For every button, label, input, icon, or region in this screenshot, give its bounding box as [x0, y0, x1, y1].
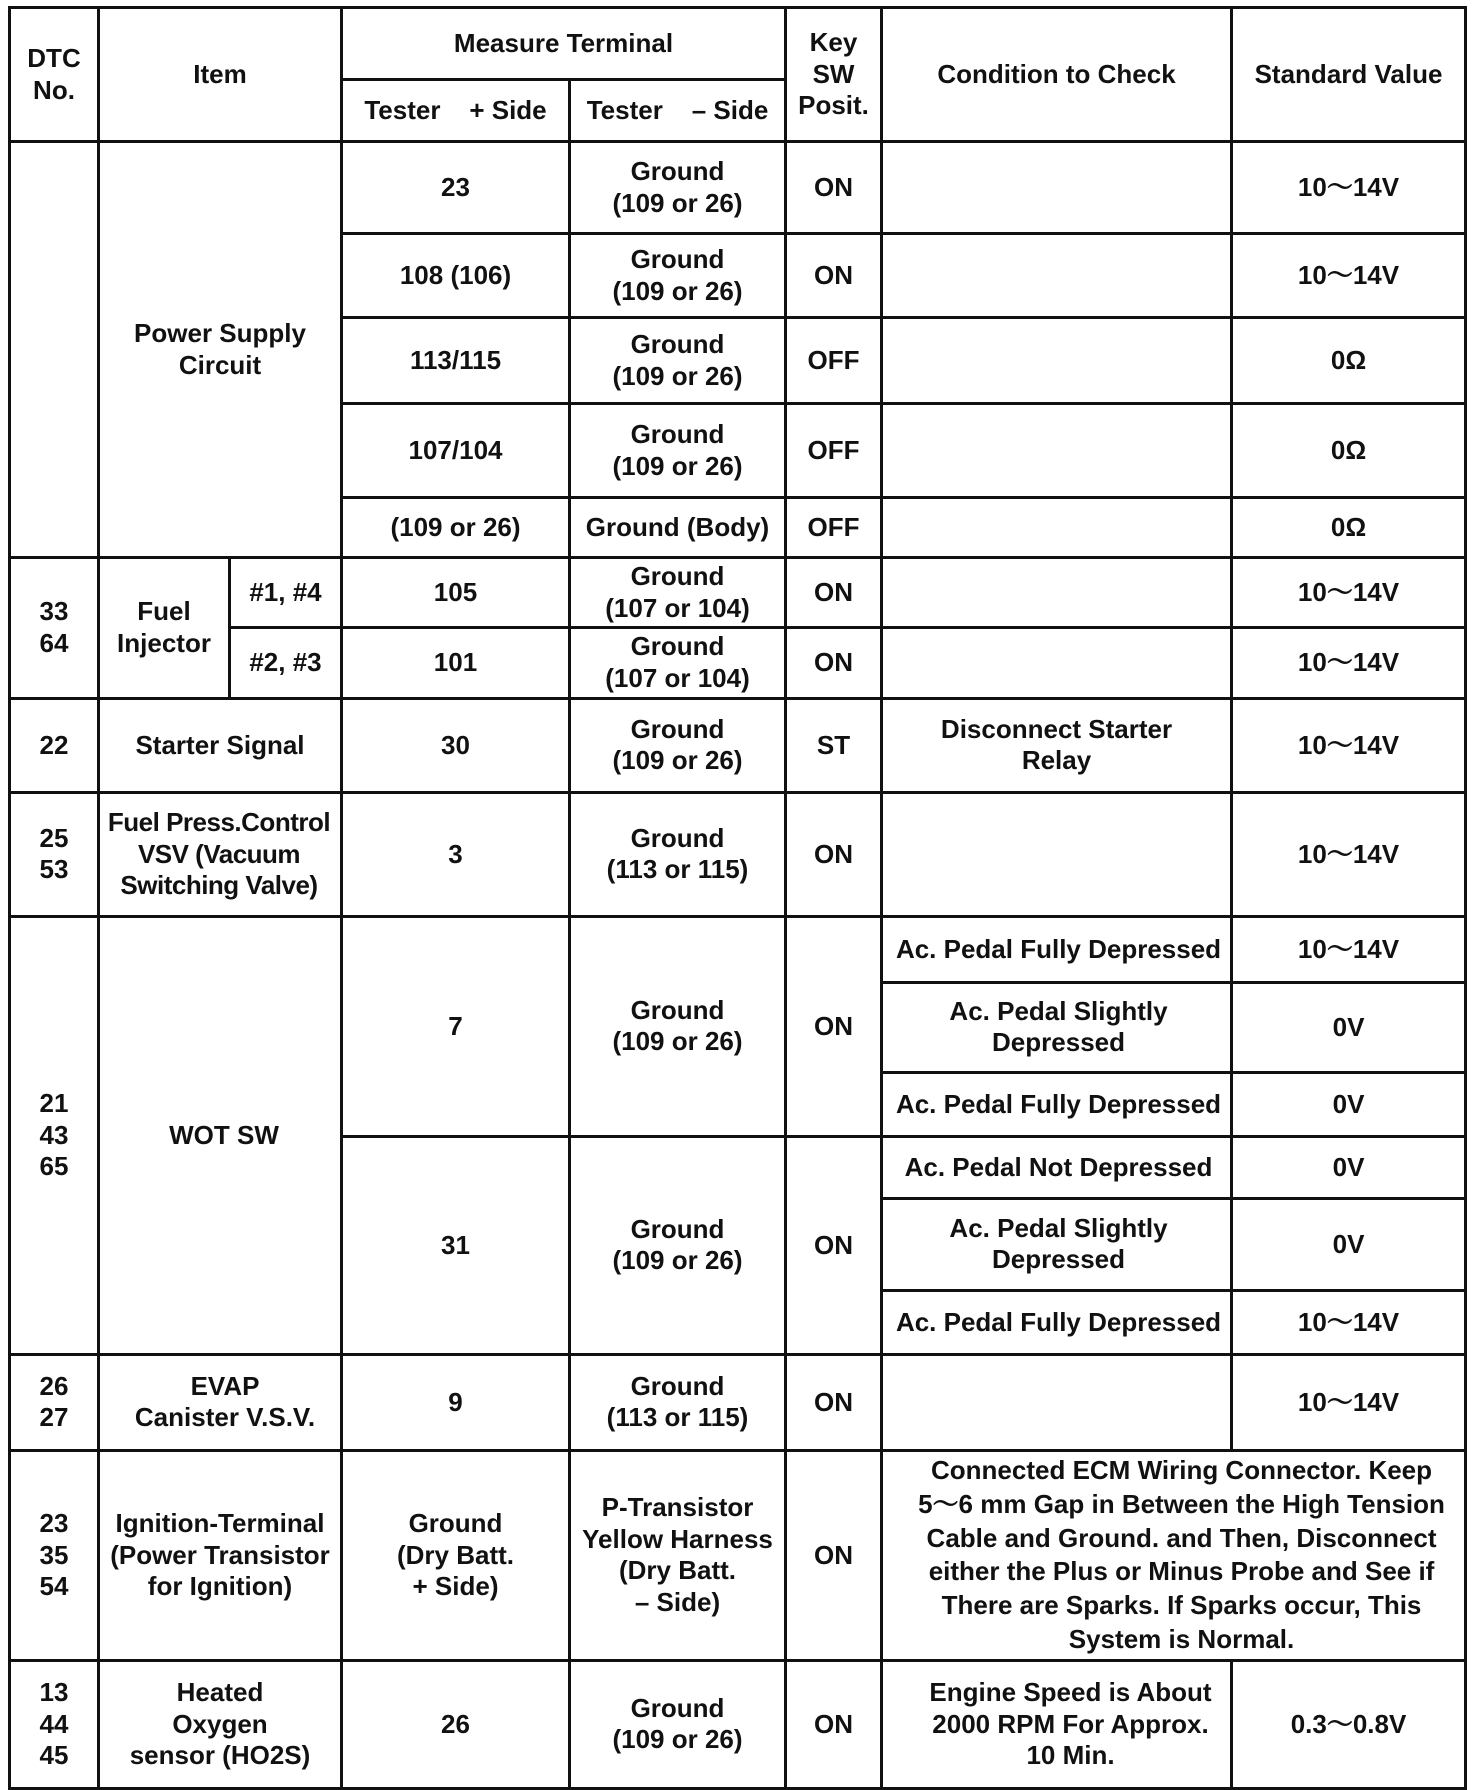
standard-value-cell: 10～14V	[1232, 1354, 1466, 1450]
tester-minus-cell: Ground (109 or 26)	[570, 234, 786, 318]
standard-value-cell: 0V	[1232, 1198, 1466, 1290]
key-position-cell: ON	[786, 916, 882, 1136]
header-standard-value: Standard Value	[1232, 8, 1466, 142]
tester-plus-cell: 108 (106)	[342, 234, 570, 318]
standard-value-cell: 0V	[1232, 982, 1466, 1072]
dtc-cell: 13 44 45	[10, 1660, 99, 1788]
tester-minus-cell: Ground (109 or 26)	[570, 1660, 786, 1788]
condition-cell	[882, 1354, 1232, 1450]
tester-plus-cell: 7	[342, 916, 570, 1136]
tester-minus-cell: Ground (109 or 26)	[570, 698, 786, 792]
tester-plus-cell: (109 or 26)	[342, 498, 570, 558]
standard-value-cell: 10～14V	[1232, 558, 1466, 628]
condition-cell: Ac. Pedal Fully Depressed	[882, 1290, 1232, 1354]
tester-plus-cell: 31	[342, 1136, 570, 1354]
condition-cell: Ac. Pedal Fully Depressed	[882, 916, 1232, 982]
standard-value-cell: 0V	[1232, 1072, 1466, 1136]
tester-minus-cell: Ground (109 or 26)	[570, 318, 786, 404]
condition-cell: Engine Speed is About 2000 RPM For Approx. 10 Min.	[882, 1660, 1232, 1788]
key-position-cell: OFF	[786, 404, 882, 498]
ecm-terminal-inspection-table	[8, 6, 1467, 1790]
condition-cell	[882, 792, 1232, 916]
table-row	[10, 916, 1466, 982]
header-row-1	[10, 8, 1466, 80]
item-starter-signal: Starter Signal	[99, 698, 342, 792]
standard-value-cell: 0.3～0.8V	[1232, 1660, 1466, 1788]
condition-cell: Disconnect Starter Relay	[882, 698, 1232, 792]
standard-value-cell: 0Ω	[1232, 318, 1466, 404]
dtc-cell: 25 53	[10, 792, 99, 916]
tester-minus-cell: Ground (113 or 115)	[570, 792, 786, 916]
tester-minus-cell: Ground (109 or 26)	[570, 404, 786, 498]
tester-minus-cell: Ground (Body)	[570, 498, 786, 558]
dtc-cell: 23 35 54	[10, 1450, 99, 1660]
standard-value-cell: 10～14V	[1232, 1290, 1466, 1354]
dtc-cell: 26 27	[10, 1354, 99, 1450]
key-position-cell: ON	[786, 558, 882, 628]
tester-plus-cell: Ground (Dry Batt. + Side)	[342, 1450, 570, 1660]
item-ignition-terminal: Ignition-Terminal (Power Transistor for Ignition)	[99, 1450, 342, 1660]
condition-cell	[882, 498, 1232, 558]
table-row	[10, 558, 1466, 628]
standard-value-cell: 10～14V	[1232, 234, 1466, 318]
standard-value-cell: 10～14V	[1232, 916, 1466, 982]
condition-cell	[882, 404, 1232, 498]
key-position-cell: ST	[786, 698, 882, 792]
tester-minus-cell: Ground (113 or 115)	[570, 1354, 786, 1450]
table-row	[10, 698, 1466, 792]
standard-value-cell: 0Ω	[1232, 404, 1466, 498]
dtc-cell: 22	[10, 698, 99, 792]
tester-plus-cell: 101	[342, 628, 570, 698]
tester-minus-cell: Ground (107 or 104)	[570, 558, 786, 628]
item-fuel-injector: Fuel Injector	[99, 558, 230, 699]
key-position-cell: ON	[786, 234, 882, 318]
header-tester-plus-side: Tester + Side	[342, 80, 570, 142]
standard-value-cell: 10～14V	[1232, 698, 1466, 792]
condition-cell	[882, 558, 1232, 628]
tester-plus-cell: 107/104	[342, 404, 570, 498]
header-key-sw-position: Key SW Posit.	[786, 8, 882, 142]
item-fuel-press-control-vsv: Fuel Press.Control VSV (Vacuum Switching Valve)	[99, 792, 342, 916]
tester-minus-cell: Ground (107 or 104)	[570, 628, 786, 698]
header-tester-minus-side: Tester – Side	[570, 80, 786, 142]
key-position-cell: ON	[786, 628, 882, 698]
condition-cell	[882, 234, 1232, 318]
tester-minus-cell: P-Transistor Yellow Harness (Dry Batt. – Side)	[570, 1450, 786, 1660]
standard-value-cell: 10～14V	[1232, 628, 1466, 698]
key-position-cell: ON	[786, 1450, 882, 1660]
item-wot-sw: WOT SW	[99, 916, 342, 1354]
condition-cell: Connected ECM Wiring Connector. Keep 5～6 mm Gap in Between the High Tension Cable and Ground. and Then, Disconnect either the Plus or Minus Probe and See if There are Sparks. If Sparks occur, This System is Normal.	[882, 1450, 1466, 1660]
dtc-cell: 33 64	[10, 558, 99, 699]
condition-cell	[882, 628, 1232, 698]
key-position-cell: ON	[786, 792, 882, 916]
header-condition-to-check: Condition to Check	[882, 8, 1232, 142]
item-power-supply-circuit: Power Supply Circuit	[99, 142, 342, 558]
tester-plus-cell: 3	[342, 792, 570, 916]
injector-cylinder-cell: #2, #3	[230, 628, 342, 698]
standard-value-cell: 10～14V	[1232, 792, 1466, 916]
key-position-cell: OFF	[786, 318, 882, 404]
table-row	[10, 792, 1466, 916]
tester-minus-cell: Ground (109 or 26)	[570, 916, 786, 1136]
tester-plus-cell: 30	[342, 698, 570, 792]
standard-value-cell: 10～14V	[1232, 142, 1466, 234]
header-measure-terminal: Measure Terminal	[342, 8, 786, 80]
table-row	[10, 1660, 1466, 1788]
condition-cell	[882, 318, 1232, 404]
inspection-table-sheet	[8, 6, 1464, 1770]
tester-plus-cell: 105	[342, 558, 570, 628]
condition-cell	[882, 142, 1232, 234]
key-position-cell: ON	[786, 1354, 882, 1450]
tester-plus-cell: 26	[342, 1660, 570, 1788]
standard-value-cell: 0V	[1232, 1136, 1466, 1198]
tester-plus-cell: 23	[342, 142, 570, 234]
item-evap-canister-vsv: EVAP Canister V.S.V.	[99, 1354, 342, 1450]
key-position-cell: ON	[786, 1136, 882, 1354]
key-position-cell: ON	[786, 142, 882, 234]
table-row	[10, 1450, 1466, 1660]
condition-cell: Ac. Pedal Slightly Depressed	[882, 982, 1232, 1072]
tester-plus-cell: 113/115	[342, 318, 570, 404]
table-row	[10, 142, 1466, 234]
condition-cell: Ac. Pedal Fully Depressed	[882, 1072, 1232, 1136]
tester-minus-cell: Ground (109 or 26)	[570, 1136, 786, 1354]
condition-cell: Ac. Pedal Slightly Depressed	[882, 1198, 1232, 1290]
condition-cell: Ac. Pedal Not Depressed	[882, 1136, 1232, 1198]
header-item: Item	[99, 8, 342, 142]
standard-value-cell: 0Ω	[1232, 498, 1466, 558]
key-position-cell: ON	[786, 1660, 882, 1788]
dtc-cell	[10, 142, 99, 558]
header-dtc-no: DTC No.	[10, 8, 99, 142]
key-position-cell: OFF	[786, 498, 882, 558]
tester-plus-cell: 9	[342, 1354, 570, 1450]
injector-cylinder-cell: #1, #4	[230, 558, 342, 628]
dtc-cell: 21 43 65	[10, 916, 99, 1354]
item-heated-oxygen-sensor: Heated Oxygen sensor (HO2S)	[99, 1660, 342, 1788]
tester-minus-cell: Ground (109 or 26)	[570, 142, 786, 234]
table-row	[10, 1354, 1466, 1450]
